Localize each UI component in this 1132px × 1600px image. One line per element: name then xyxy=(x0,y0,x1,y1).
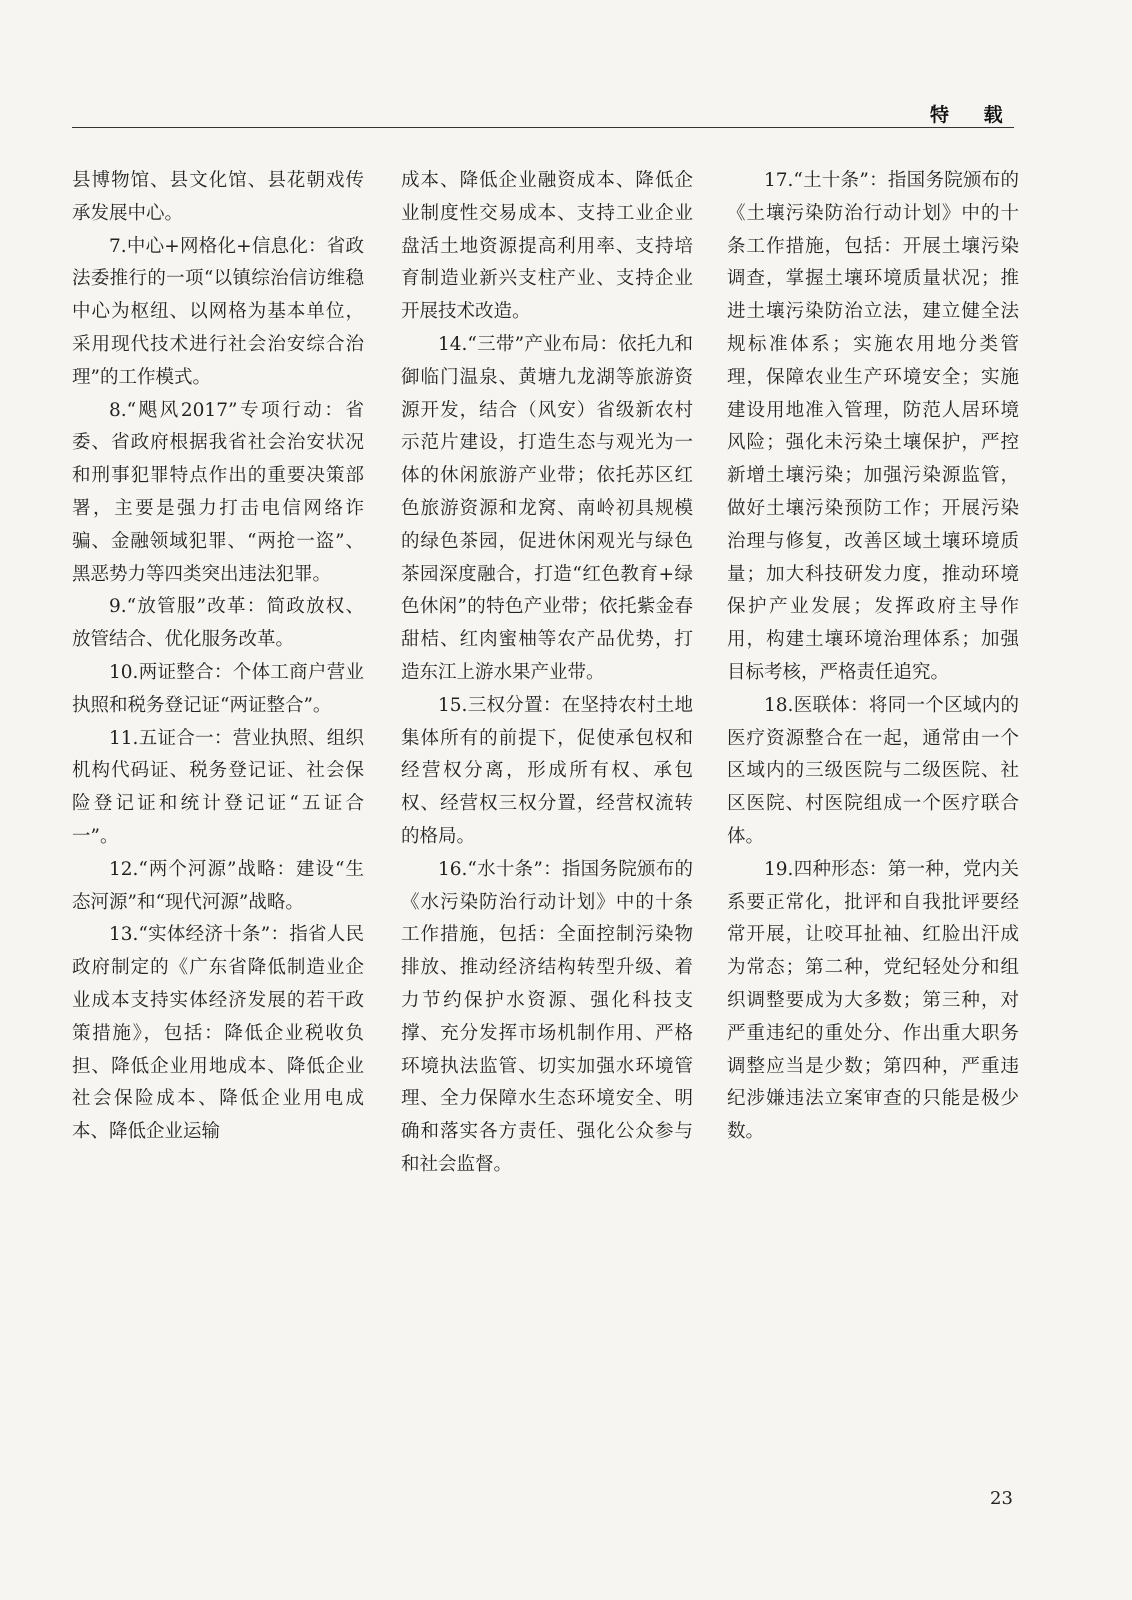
paragraph: 17.“土十条”：指国务院颁布的《土壤污染防治行动计划》中的十条工作措施，包括：开展土壤污染调查，掌握土壤环境质量状况；推进土壤污染防治立法，建立健全法规标准体系；实施农用地分类管理，保障农业生产环境安全；实施建设用地准入管理，防范人居环境风险；强化未污染土壤保护，严控新增土壤污染；加强污染源监管，做好土壤污染预防工作；开展污染治理与修复，改善区域土壤环境质量；加大科技研发力度，推动环境保护产业发展；发挥政府主导作用，构建土壤环境治理体系；加强目标考核，严格责任追究。 xyxy=(727,170,1019,683)
paragraph: 14.“三带”产业布局：依托九和御临门温泉、黄塘九龙湖等旅游资源开发，结合（风安）省级新农村示范片建设，打造生态与观光为一体的休闲旅游产业带；依托苏区红色旅游资源和龙窝、南岭初具规模的绿色茶园，促进休闲观光与绿色茶园深度融合，打造“红色教育+绿色休闲”的特色产业带；依托紫金春甜桔、红肉蜜柚等农产品优势，打造东江上游水果产业带。 xyxy=(401,333,693,683)
text-column-1 xyxy=(72,165,364,1149)
paragraph: 19.四种形态：第一种，党内关系要正常化，批评和自我批评要经常开展，让咬耳扯袖、红脸出汗成为常态；第二种，党纪轻处分和组织调整要成为大多数；第三种，对严重违纪的重处分、作出重大职务调整应当是少数；第四种，严重违纪涉嫌违法立案审查的只能是极少数。 xyxy=(727,858,1019,1143)
paragraph: 13.“实体经济十条”：指省人民政府制定的《广东省降低制造业企业成本支持实体经济发展的若干政策措施》，包括：降低企业税收负担、降低企业用地成本、降低企业社会保险成本、降低企业用电成本、降低企业运输 xyxy=(72,924,364,1143)
paragraph: 16.“水十条”：指国务院颁布的《水污染防治行动计划》中的十条工作措施，包括：全面控制污染物排放、推动经济结构转型升级、着力节约保护水资源、强化科技支撑、充分发挥市场机制作用、严格环境执法监管、切实加强水环境管理、全力保障水生态环境安全、明确和落实各方责任、强化公众参与和社会监督。 xyxy=(401,858,693,1175)
text-column-2 xyxy=(401,165,693,1182)
paragraph: 10.两证整合：个体工商户营业执照和税务登记证“两证整合”。 xyxy=(72,661,364,716)
text-column-3 xyxy=(727,165,1019,1149)
paragraph: 12.“两个河源”战略：建设“生态河源”和“现代河源”战略。 xyxy=(72,858,364,913)
page-number: 23 xyxy=(990,1488,1013,1509)
paragraph: 9.“放管服”改革：简政放权、放管结合、优化服务改革。 xyxy=(72,596,364,651)
paragraph: 8.“飓风2017”专项行动：省委、省政府根据我省社会治安状况和刑事犯罪特点作出的重要决策部署，主要是强力打击电信网络诈骗、金融领域犯罪、“两抢一盗”、黑恶势力等四类突出违法犯罪。 xyxy=(72,399,364,585)
paragraph: 11.五证合一：营业执照、组织机构代码证、税务登记证、社会保险登记证和统计登记证“五证合一”。 xyxy=(72,727,364,847)
paragraph: 18.医联体：将同一个区域内的医疗资源整合在一起，通常由一个区域内的三级医院与二级医院、社区医院、村医院组成一个医疗联合体。 xyxy=(727,694,1019,847)
header-divider xyxy=(72,127,1014,128)
paragraph: 县博物馆、县文化馆、县花朝戏传承发展中心。 xyxy=(72,170,364,224)
paragraph: 15.三权分置：在坚持农村土地集体所有的前提下，促使承包权和经营权分离，形成所有权、承包权、经营权三权分置，经营权流转的格局。 xyxy=(401,694,693,847)
paragraph: 成本、降低企业融资成本、降低企业制度性交易成本、支持工业企业盘活土地资源提高利用率、支持培育制造业新兴支柱产业、支持企业开展技术改造。 xyxy=(401,170,693,323)
section-label: 特 载 xyxy=(930,104,1017,126)
paragraph: 7.中心+网格化+信息化：省政法委推行的一项“以镇综治信访维稳中心为枢纽、以网格为基本单位，采用现代技术进行社会治安综合治理”的工作模式。 xyxy=(72,235,364,388)
